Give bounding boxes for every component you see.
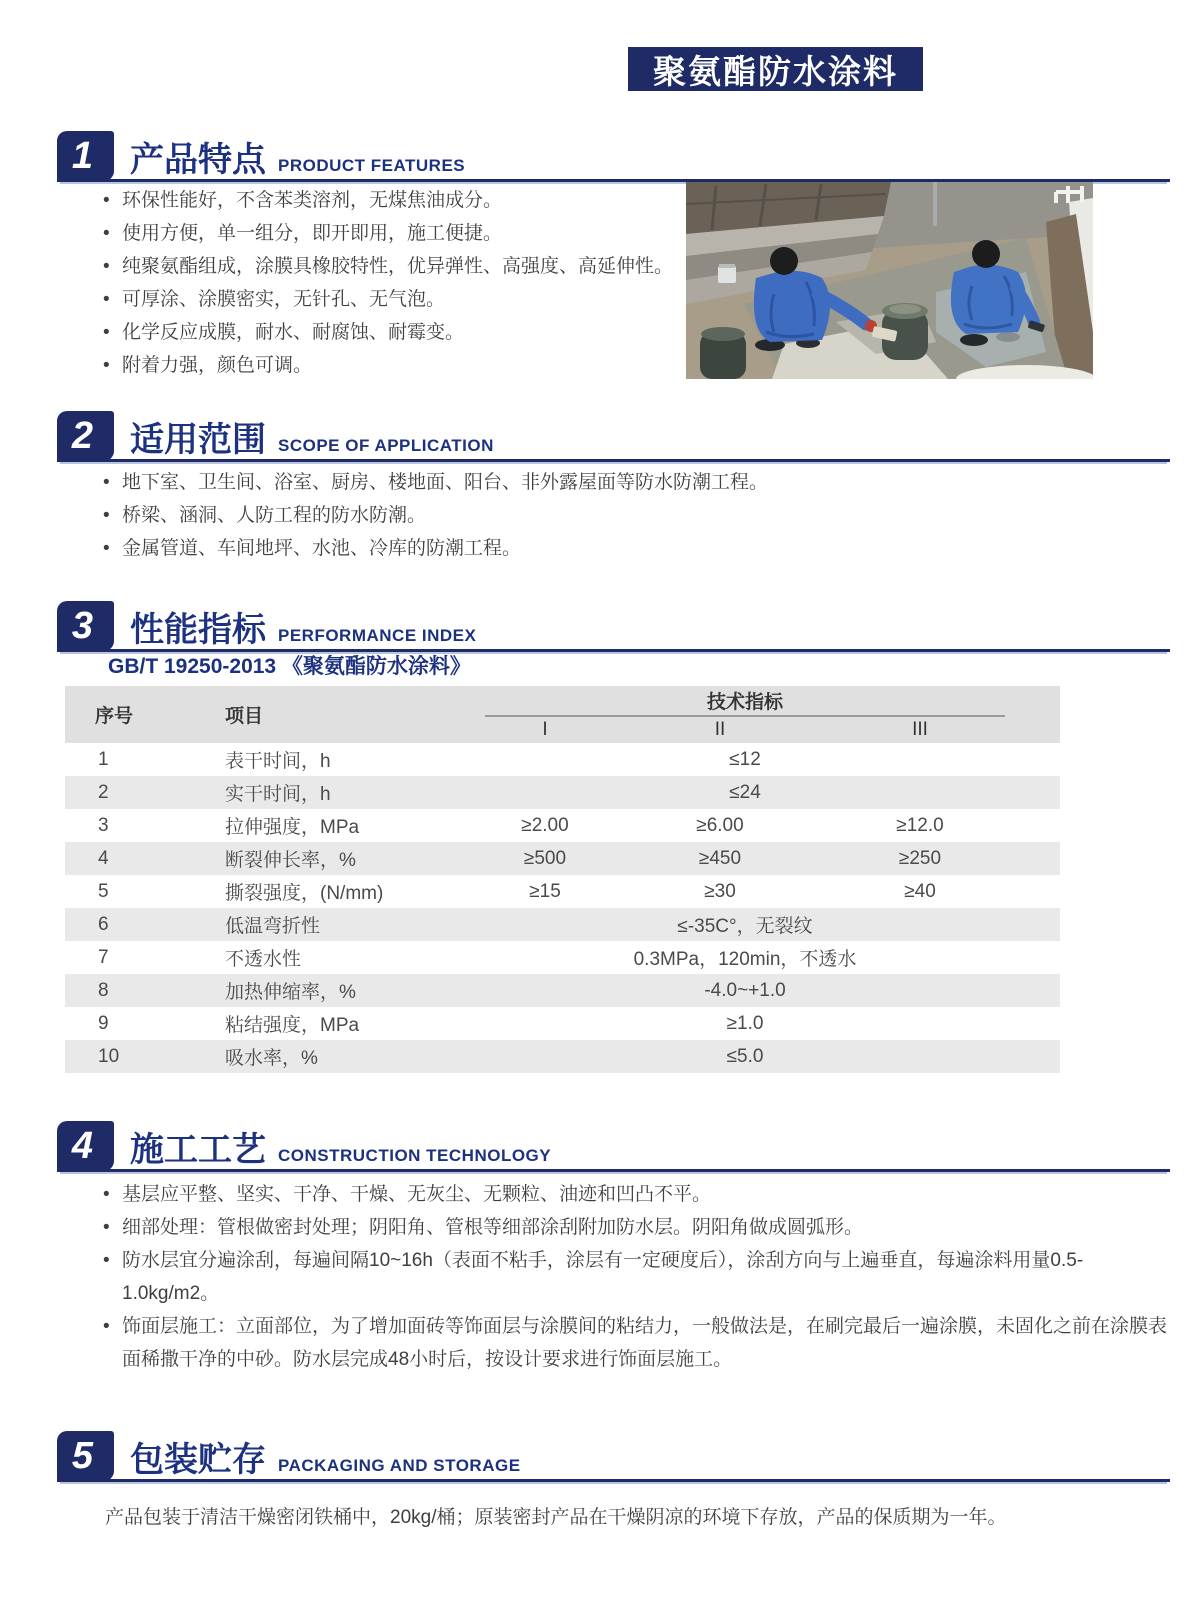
row-item: 撕裂强度，(N/mm) (225, 883, 384, 904)
row-no: 7 (98, 946, 109, 968)
table-row (65, 776, 1060, 809)
row-value: -4.0~+1.0 (704, 979, 786, 1001)
section-number: 3 (71, 604, 94, 647)
section-title: 包装贮存 (130, 1441, 266, 1479)
section-title: 施工工艺 (130, 1131, 266, 1169)
section-header-construction (57, 1118, 1170, 1172)
row-value: 0.3MPa，120min，不透水 (633, 949, 857, 970)
section-subtitle: SCOPE OF APPLICATION (278, 436, 494, 455)
table-header (65, 686, 1060, 743)
list-item: • 细部处理：管根做密封处理；阴阳角、管根等细部涂刮附加防水层。阴阳角做成圆弧形。 (103, 1211, 1175, 1244)
row-no: 2 (98, 781, 109, 803)
row-item: 实干时间，h (225, 784, 331, 805)
column-header-tech-index: 技术指标 (485, 686, 1005, 717)
section-header-packaging (57, 1428, 1170, 1482)
row-value: ≤5.0 (726, 1045, 764, 1067)
table-row (65, 941, 1060, 974)
section-number-badge (57, 411, 114, 461)
list-item: • 桥梁、涵洞、人防工程的防水防潮。 (103, 499, 1173, 532)
list-item: • 地下室、卫生间、浴室、厨房、楼地面、阳台、非外露屋面等防水防潮工程。 (103, 466, 1173, 499)
list-item: • 金属管道、车间地坪、水池、冷库的防潮工程。 (103, 532, 1173, 565)
list-item: • 基层应平整、坚实、干净、干燥、无灰尘、无颗粒、油迹和凹凸不平。 (103, 1178, 1175, 1211)
section-subtitle: CONSTRUCTION TECHNOLOGY (278, 1146, 552, 1165)
section-title: 适用范围 (130, 421, 266, 459)
scope-list (103, 466, 1173, 565)
row-item: 断裂伸长率，% (225, 850, 356, 871)
row-item: 低温弯折性 (225, 916, 321, 937)
construction-list (103, 1178, 1175, 1376)
product-title: 聚氨酯防水涂料 (653, 52, 898, 90)
section-title: 产品特点 (130, 141, 266, 179)
list-item: • 防水层宜分遍涂刮，每遍间隔10~16h（表面不粘手，涂层有一定硬度后），涂刮方向与上遍垂直，每遍涂料用量0.5-1.0kg/m2。 (103, 1244, 1175, 1310)
product-photo-illustration (686, 182, 1093, 379)
section-subtitle: PACKAGING AND STORAGE (278, 1456, 521, 1475)
row-value-2: ≥6.00 (696, 814, 744, 836)
row-no: 9 (98, 1012, 109, 1034)
row-value-3: ≥12.0 (896, 814, 944, 836)
table-row (65, 743, 1060, 776)
section-number: 1 (71, 134, 94, 177)
column-header-grade-1: I (542, 719, 548, 740)
product-title-banner (628, 47, 923, 91)
row-item: 表干时间，h (225, 751, 331, 772)
column-header-grade-2: II (714, 719, 726, 740)
packaging-text: 产品包装于清洁干燥密闭铁桶中，20kg/桶；原装密封产品在干燥阴凉的环境下存放，产品的保质期为一年。 (105, 1507, 1007, 1528)
column-header-grade-3: III (912, 719, 928, 740)
row-item: 吸水率，% (225, 1048, 318, 1069)
standard-reference: GB/T 19250-2013 《聚氨酯防水涂料》 (108, 655, 471, 678)
row-no: 1 (98, 748, 109, 770)
row-no: 5 (98, 880, 109, 902)
column-header-no: 序号 (95, 706, 134, 727)
row-value-2: ≥30 (704, 880, 736, 902)
section-number-badge (57, 131, 114, 181)
section-subtitle: PERFORMANCE INDEX (278, 626, 477, 645)
section-header-scope (57, 408, 1170, 462)
row-value-1: ≥15 (529, 880, 561, 902)
section-number: 4 (71, 1124, 94, 1167)
row-value: ≥1.0 (726, 1012, 764, 1034)
row-no: 3 (98, 814, 109, 836)
row-no: 8 (98, 979, 109, 1001)
section-title: 性能指标 (130, 611, 266, 649)
table-row (65, 1040, 1060, 1073)
row-value: ≤24 (729, 781, 761, 803)
table-row (65, 875, 1060, 908)
section-subtitle: PRODUCT FEATURES (278, 156, 466, 175)
list-item: • 环保性能好，不含苯类溶剂，无煤焦油成分。 (103, 184, 693, 217)
section-header-performance (57, 598, 1170, 652)
list-item: • 可厚涂、涂膜密实，无针孔、无气泡。 (103, 283, 693, 316)
list-item: • 饰面层施工：立面部位，为了增加面砖等饰面层与涂膜间的粘结力，一般做法是，在刷完最后一遍涂膜，未固化之前在涂膜表面稀撒干净的中砂。防水层完成48小时后，按设计要求进行饰面层施工。 (103, 1310, 1175, 1376)
section-number-badge (57, 1121, 114, 1171)
row-item: 拉伸强度，MPa (225, 817, 360, 838)
table-row (65, 809, 1060, 842)
product-photo (686, 182, 1093, 379)
section-header-features (57, 128, 1170, 182)
row-value-3: ≥40 (904, 880, 936, 902)
list-item: • 使用方便，单一组分，即开即用，施工便捷。 (103, 217, 693, 250)
row-item: 加热伸缩率，% (225, 982, 356, 1003)
list-item: • 纯聚氨酯组成，涂膜具橡胶特性，优异弹性、高强度、高延伸性。 (103, 250, 693, 283)
features-list (103, 184, 693, 382)
table-row (65, 842, 1060, 875)
section-number-badge (57, 601, 114, 651)
list-item: • 化学反应成膜，耐水、耐腐蚀、耐霉变。 (103, 316, 693, 349)
table-row (65, 1007, 1060, 1040)
row-no: 4 (98, 847, 109, 869)
row-item: 粘结强度，MPa (225, 1015, 360, 1036)
table-row (65, 908, 1060, 941)
row-no: 6 (98, 913, 109, 935)
section-number-badge (57, 1431, 114, 1481)
column-header-item: 项目 (225, 706, 264, 727)
section-number: 2 (71, 414, 94, 457)
list-item: • 附着力强，颜色可调。 (103, 349, 693, 382)
row-value: ≤-35C°，无裂纹 (677, 916, 813, 937)
row-value: ≤12 (729, 748, 761, 770)
row-value-1: ≥2.00 (521, 814, 569, 836)
row-no: 10 (98, 1045, 120, 1067)
row-value-3: ≥250 (898, 847, 942, 869)
table-row (65, 974, 1060, 1007)
row-value-1: ≥500 (523, 847, 567, 869)
row-item: 不透水性 (225, 949, 302, 970)
row-value-2: ≥450 (698, 847, 742, 869)
performance-table (65, 686, 1060, 1073)
section-number: 5 (71, 1434, 94, 1477)
